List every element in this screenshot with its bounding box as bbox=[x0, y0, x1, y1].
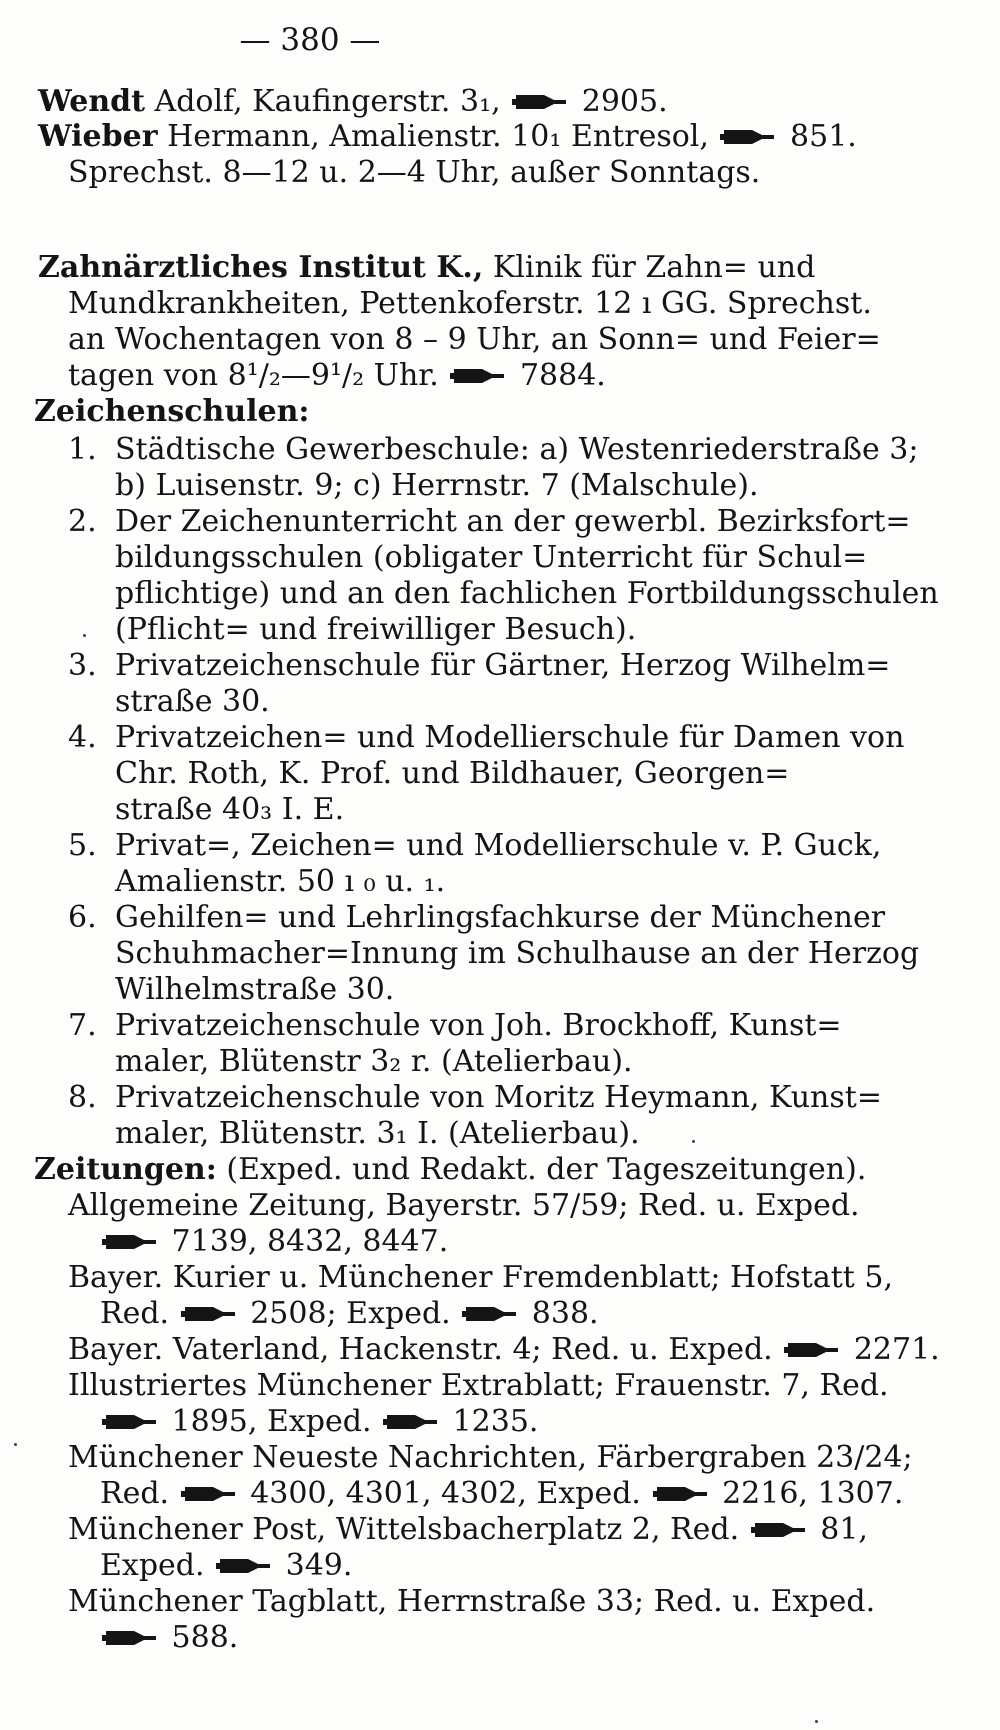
zs-item-2-line: Der Zeichenunterricht an der gewerbl. Bezirksfort= bbox=[115, 504, 911, 539]
telephone-icon bbox=[653, 1483, 709, 1505]
zeitung-allgemeine-tel-line bbox=[100, 1224, 448, 1260]
zeitung-red-label: Red. bbox=[100, 1476, 170, 1511]
zeitung-mnn: Münchener Neueste Nachrichten, Färbergraben 23/24; bbox=[68, 1440, 913, 1475]
zeitung-mnn-tel-line bbox=[100, 1476, 903, 1512]
zeitung-text: Münchener Post, Wittelsbacherplatz 2, Red. bbox=[68, 1512, 740, 1547]
zeitung-tel: 838. bbox=[531, 1296, 599, 1331]
telephone-icon bbox=[450, 365, 506, 387]
zs-item-4-num: 4. bbox=[68, 720, 97, 755]
zeitung-extrablatt: Illustriertes Münchener Extrablatt; Frauenstr. 7, Red. bbox=[68, 1368, 889, 1403]
zeitung-tel: 1895, Exped. bbox=[171, 1404, 372, 1439]
telephone-icon bbox=[102, 1411, 158, 1433]
zs-item-2-line: (Pflicht= und freiwilliger Besuch). bbox=[115, 612, 637, 647]
telephone-icon bbox=[751, 1519, 807, 1541]
zeitung-tel: 588. bbox=[171, 1620, 239, 1655]
entry-text: Adolf, Kaufingerstr. 3₁, bbox=[154, 84, 501, 119]
zs-item-4-line: Privatzeichen= und Modellierschule für Damen von bbox=[115, 720, 905, 755]
zs-item-2-num: 2. bbox=[68, 504, 97, 539]
zeitung-vaterland bbox=[68, 1332, 940, 1368]
entry-name: Wieber bbox=[38, 119, 158, 154]
scan-speck bbox=[14, 1443, 17, 1446]
zeitung-tel: 81, bbox=[820, 1512, 868, 1547]
institut-line-2: Mundkrankheiten, Pettenkoferstr. 12 ı GG. Sprechst. bbox=[68, 286, 872, 321]
zeitung-tel: 349. bbox=[285, 1548, 353, 1583]
zeitung-tel: 7139, 8432, 8447. bbox=[171, 1224, 449, 1259]
telephone-icon bbox=[181, 1483, 237, 1505]
zeitung-post bbox=[68, 1512, 868, 1548]
institut-line-1 bbox=[38, 250, 815, 286]
institut-line-3: an Wochentagen von 8 – 9 Uhr, an Sonn= und Feier= bbox=[68, 322, 881, 357]
telephone-icon bbox=[784, 1339, 840, 1361]
zs-item-7-line: maler, Blütenstr 3₂ r. (Atelierbau). bbox=[115, 1044, 633, 1079]
institut-text: Klinik für Zahn= und bbox=[492, 250, 816, 285]
telephone-icon bbox=[512, 91, 568, 113]
zs-item-6-num: 6. bbox=[68, 900, 97, 935]
zeitung-tel: 2271. bbox=[853, 1332, 940, 1367]
telephone-icon bbox=[216, 1555, 272, 1577]
zs-item-1-num: 1. bbox=[68, 432, 97, 467]
zeitung-tel: 2508; Exped. bbox=[250, 1296, 451, 1331]
telephone-icon bbox=[102, 1627, 158, 1649]
zs-item-6-line: Wilhelmstraße 30. bbox=[115, 972, 395, 1007]
zs-item-2-line: bildungsschulen (obligater Unterricht für Schul= bbox=[115, 540, 868, 575]
zeichenschulen-heading: Zeichenschulen: bbox=[34, 394, 310, 429]
zs-item-4-line: Chr. Roth, K. Prof. und Bildhauer, Georgen= bbox=[115, 756, 790, 791]
zeitung-tel: 2216, 1307. bbox=[722, 1476, 904, 1511]
zs-item-2-line: pflichtige) und an den fachlichen Fortbildungsschulen bbox=[115, 576, 939, 611]
entry-wieber-cont: Sprechst. 8—12 u. 2—4 Uhr, außer Sonntags. bbox=[68, 155, 761, 190]
zs-item-8-line: Privatzeichenschule von Moritz Heymann, Kunst= bbox=[115, 1080, 882, 1115]
zeitung-exp-label: Exped. bbox=[100, 1548, 205, 1583]
page-number: — 380 — bbox=[239, 22, 381, 58]
zs-item-3-num: 3. bbox=[68, 648, 97, 683]
zeitung-extrablatt-tel-line bbox=[100, 1404, 538, 1440]
entry-name: Wendt bbox=[38, 84, 145, 119]
zs-item-5-line: Privat=, Zeichen= und Modellierschule v. P. Guck, bbox=[115, 828, 882, 863]
zs-item-6-line: Gehilfen= und Lehrlingsfachkurse der Münchener bbox=[115, 900, 886, 935]
zs-item-4-line: straße 40₃ I. E. bbox=[115, 792, 345, 827]
zeitung-text: Bayer. Vaterland, Hackenstr. 4; Red. u. Exped. bbox=[68, 1332, 773, 1367]
zs-item-7-num: 7. bbox=[68, 1008, 97, 1043]
zeitung-red-label: Red. bbox=[100, 1296, 170, 1331]
zs-item-3-line: straße 30. bbox=[115, 684, 270, 719]
zeitungen-heading-rest: (Exped. und Redakt. der Tageszeitungen). bbox=[226, 1152, 867, 1187]
zs-item-1-line: b) Luisenstr. 9; c) Herrnstr. 7 (Malschule). bbox=[115, 468, 759, 503]
telephone-icon bbox=[462, 1303, 518, 1325]
zeitung-allgemeine: Allgemeine Zeitung, Bayerstr. 57/59; Red. u. Exped. bbox=[68, 1188, 860, 1223]
entry-text: Hermann, Amalienstr. 10₁ Entresol, bbox=[167, 119, 709, 154]
zeitung-kurier-tel-line bbox=[100, 1296, 599, 1332]
zeitung-tagblatt: Münchener Tagblatt, Herrnstraße 33; Red. u. Exped. bbox=[68, 1584, 876, 1619]
zs-item-8-num: 8. bbox=[68, 1080, 97, 1115]
zeitung-kurier: Bayer. Kurier u. Münchener Fremdenblatt; Hofstatt 5, bbox=[68, 1260, 893, 1295]
zeitung-tel: 4300, 4301, 4302, Exped. bbox=[250, 1476, 641, 1511]
zeitung-post-exp-line bbox=[100, 1548, 352, 1584]
institut-line-4 bbox=[68, 358, 606, 394]
scan-speck bbox=[692, 1140, 695, 1143]
zeitungen-heading-line bbox=[34, 1152, 866, 1188]
zs-item-1-line: Städtische Gewerbeschule: a) Westenriederstraße 3; bbox=[115, 432, 919, 467]
entry-tel: 2905. bbox=[581, 84, 668, 119]
zs-item-6-line: Schuhmacher=Innung im Schulhause an der Herzog bbox=[115, 936, 920, 971]
telephone-icon bbox=[720, 126, 776, 148]
zs-item-5-line: Amalienstr. 50 ı ₀ u. ₁. bbox=[115, 864, 446, 899]
entry-tel: 851. bbox=[790, 119, 857, 154]
entry-wendt bbox=[38, 84, 668, 120]
telephone-icon bbox=[383, 1411, 439, 1433]
telephone-icon bbox=[181, 1303, 237, 1325]
institut-text: tagen von 8¹/₂—9¹/₂ Uhr. bbox=[68, 358, 439, 393]
zs-item-3-line: Privatzeichenschule für Gärtner, Herzog Wilhelm= bbox=[115, 648, 891, 683]
scan-speck bbox=[83, 634, 86, 637]
zs-item-8-line: maler, Blütenstr. 3₁ I. (Atelierbau). bbox=[115, 1116, 640, 1151]
entry-wieber bbox=[38, 119, 857, 155]
telephone-icon bbox=[102, 1231, 158, 1253]
institut-title: Zahnärztliches Institut K., bbox=[38, 250, 484, 285]
zeitung-tagblatt-tel-line bbox=[100, 1620, 238, 1656]
zs-item-7-line: Privatzeichenschule von Joh. Brockhoff, Kunst= bbox=[115, 1008, 842, 1043]
scan-speck bbox=[815, 1720, 818, 1723]
zeitungen-heading: Zeitungen: bbox=[34, 1152, 217, 1187]
zs-item-5-num: 5. bbox=[68, 828, 97, 863]
institut-tel: 7884. bbox=[519, 358, 606, 393]
zeitung-tel: 1235. bbox=[452, 1404, 539, 1439]
